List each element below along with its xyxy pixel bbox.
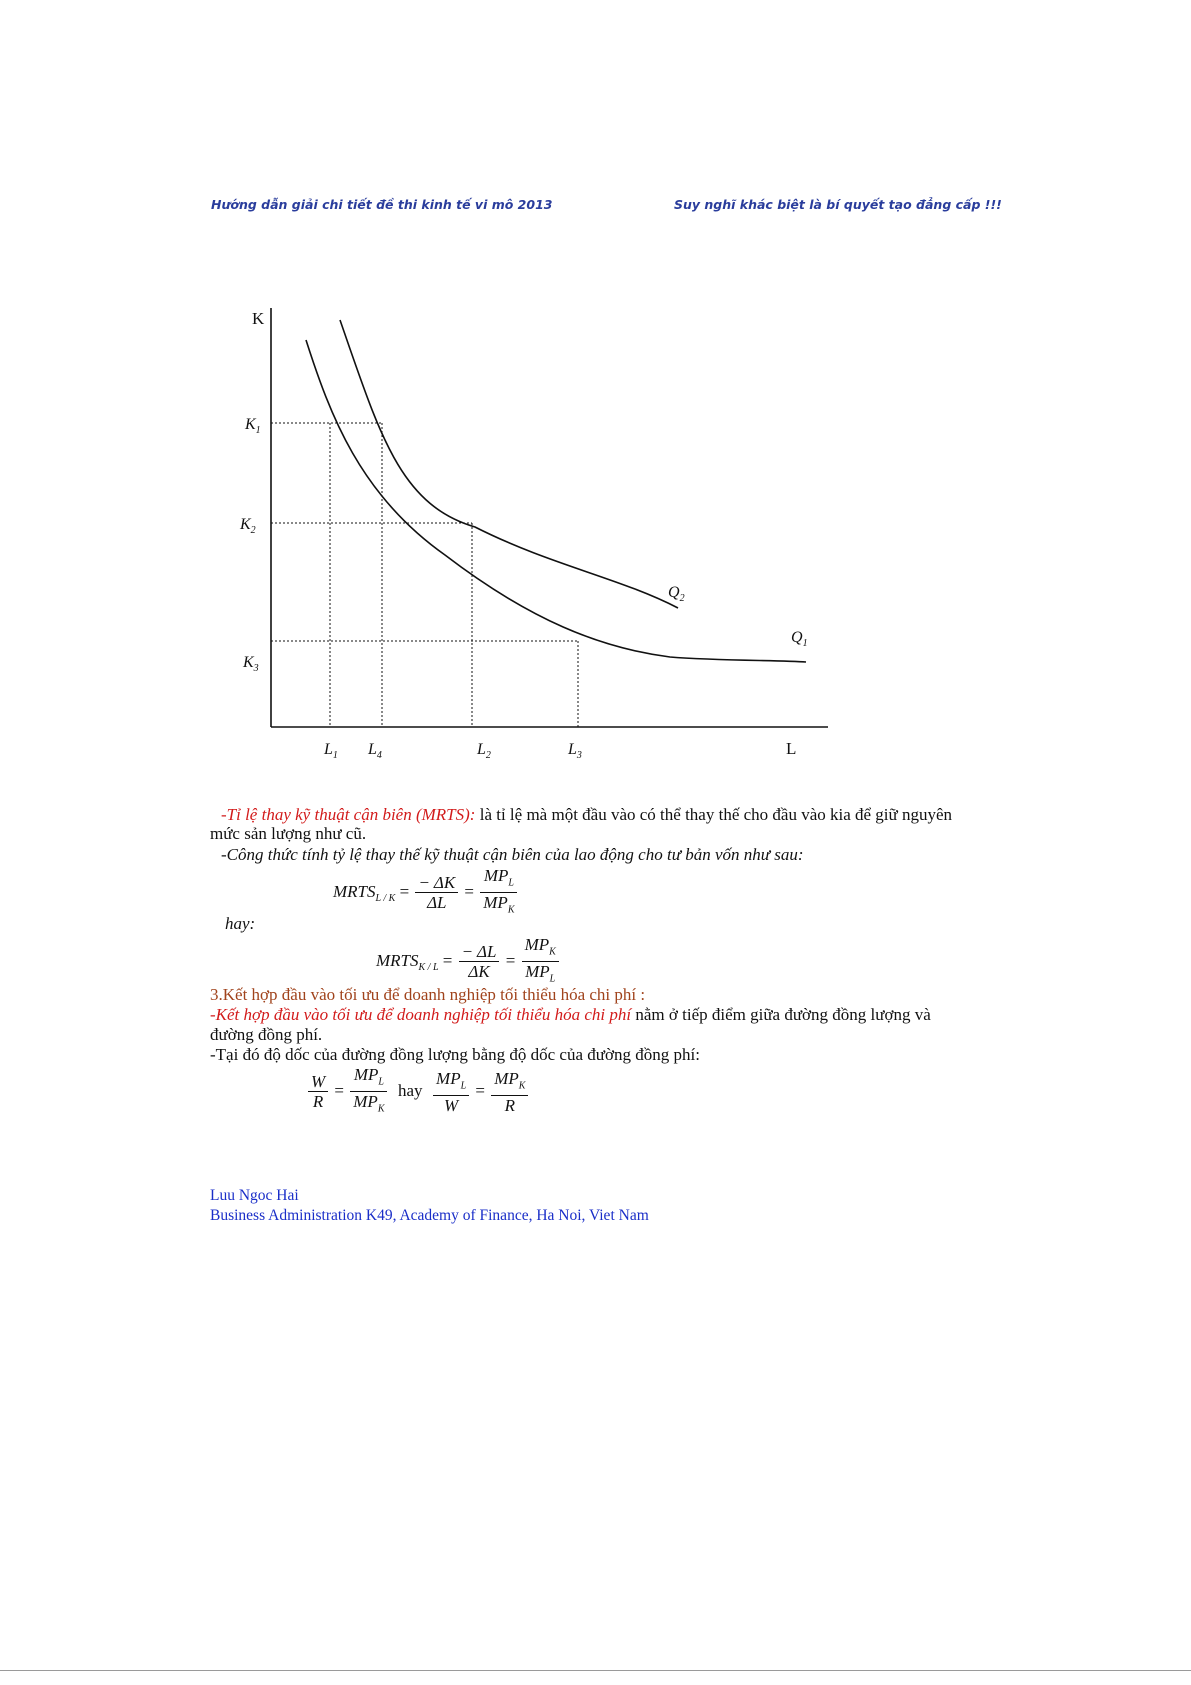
section3-line2: đường đồng phí. [210,1025,323,1044]
section3-term: -Kết hợp đầu vào tối ưu để doanh nghiệp tối thiểu hóa chi phí [210,1005,632,1024]
x-axis-label: L [786,739,797,758]
mrts-formula-lk: $MRTS_{L / K}$ = $\frac{- \Delta K}{\Delta L}$ = $\frac{MP_L}{MP_K}$ [333,866,519,920]
isoquant-figure [200,290,850,770]
guide-lines [271,423,578,727]
x-tick-l4: $L_4$ [368,741,382,761]
frac-w-r: $\frac{W}{R}$ [308,1072,328,1111]
formula1-lhs: MRTS [333,881,376,901]
section3-text1: nằm ở tiếp điểm giữa đường đồng lượng và [631,1005,931,1024]
mrts-definition-line1 [221,805,952,825]
mrts-term: -Tỉ lệ thay kỹ thuật cận biên (MRTS): [221,805,476,824]
frac-mpl-w: $\frac{MP_L}{W}$ [433,1069,469,1115]
y-tick-k2: $K_2$ [240,516,256,536]
formula2-lhs-sub: K / L [418,962,439,974]
author-name: Luu Ngoc Hai [210,1187,299,1204]
section3-heading: 3.Kết hợp đầu vào tối ưu để doanh nghiệp tối thiểu hóa chi phí : [210,985,646,1004]
x-tick-l3: $L_3$ [568,741,582,761]
y-tick-k3: $K_3$ [243,654,259,674]
page-bottom-rule [0,1670,1191,1671]
frac-mpl-mpk: $\frac{MP_L}{MP_K}$ [350,1065,387,1119]
formula1-frac-mp: $\frac{MP_L}{MP_K}$ [480,866,517,920]
y-axis-label: K [252,309,265,328]
x-tick-l2: $L_2$ [477,741,491,761]
isoquant-q1 [306,340,806,662]
curve-label-q2: $Q_2$ [668,584,685,604]
formula2-lhs: MRTS [376,950,419,970]
mrts-formula-intro: -Công thức tính tỷ lệ thay thế kỹ thuật cận biên của lao động cho tư bản vốn như sau: [221,845,804,864]
cost-min-formula: $\frac{W}{R}$ = $\frac{MP_L}{MP_K}$ hay $\frac{MP_L}{W}$ = $\frac{MP_K}{R}$ [306,1065,530,1119]
hay-word: hay: [225,914,256,933]
mrts-formula-kl: $MRTS_{K / L}$ = $\frac{- \Delta L}{\Delta K}$ = $\frac{MP_K}{MP_L}$ [376,935,561,989]
header-right-slogan: Suy nghĩ khác biệt là bí quyết tạo đẳng cấp !!! [674,197,1002,212]
formula2-frac-delta: $\frac{- \Delta L}{\Delta K}$ [459,942,500,981]
formula-hay: hay [397,1080,423,1100]
x-tick-l1: $L_1$ [324,741,338,761]
section3-line3: -Tại đó độ dốc của đường đồng lượng bằng độ dốc của đường đồng phí: [210,1045,700,1064]
formula2-frac-mp: $\frac{MP_K}{MP_L}$ [522,935,559,989]
author-affiliation: Business Administration K49, Academy of Finance, Ha Noi, Viet Nam [210,1207,649,1224]
curve-label-q1: $Q_1$ [791,629,808,649]
formula1-lhs-sub: L / K [375,893,396,905]
section3-line1 [210,1005,931,1025]
mrts-definition-text: là tỉ lệ mà một đầu vào có thể thay thế cho đầu vào kia để giữ nguyên [475,805,953,824]
isoquant-q2 [340,320,678,608]
formula1-frac-delta: $\frac{- \Delta K}{\Delta L}$ [415,873,458,912]
frac-mpk-r: $\frac{MP_K}{R}$ [491,1069,528,1115]
header-left-title: Hướng dẫn giải chi tiết đề thi kinh tế vi mô 2013 [211,197,553,212]
mrts-definition-line2: mức sản lượng như cũ. [210,824,367,843]
y-tick-k1: $K_1$ [245,416,261,436]
